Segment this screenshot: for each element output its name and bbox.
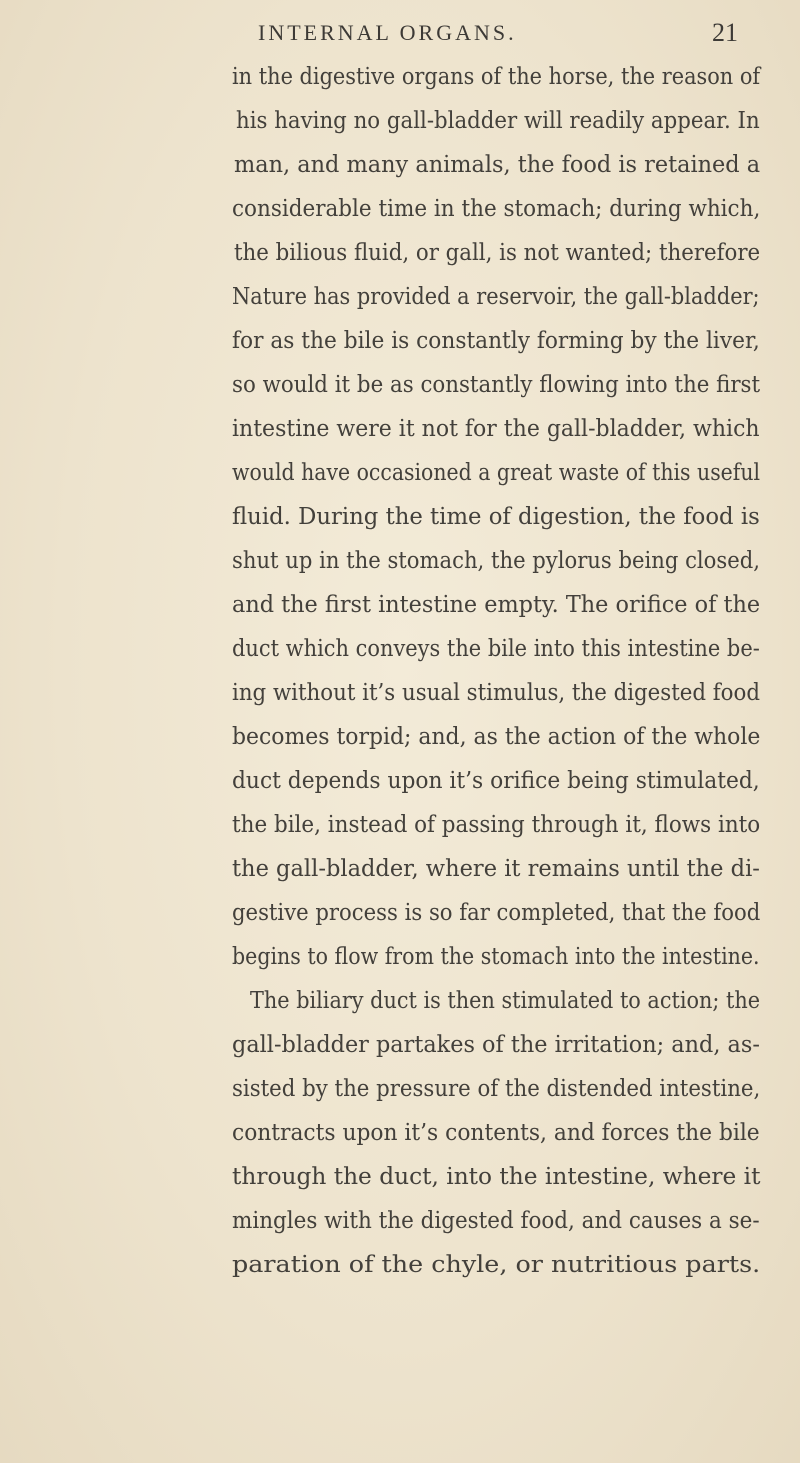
text-line: his having no gall-bladder will readily appear. In [236, 108, 760, 134]
page-header [0, 14, 800, 54]
text-line: intestine were it not for the gall-bladder, which [232, 416, 760, 442]
text-line: mingles with the digested food, and causes a se- [232, 1208, 760, 1234]
running-head: INTERNAL ORGANS. [258, 20, 517, 45]
text-line: so would it be as constantly flowing into the first [232, 372, 761, 398]
text-line: man, and many animals, the food is retained a [234, 152, 761, 178]
text-line: becomes torpid; and, as the action of the whole [232, 724, 761, 750]
text-line: the bile, instead of passing through it, flows into [232, 812, 761, 838]
text-line: fluid. During the time of digestion, the food is [232, 504, 760, 530]
page-number: 21 [712, 18, 738, 47]
text-line: sisted by the pressure of the distended intestine, [232, 1076, 761, 1102]
text-line: duct depends upon it’s orifice being stimulated, [232, 768, 760, 794]
text-line: gestive process is so far completed, that the food [232, 900, 761, 926]
text-line: paration of the chyle, or nutritious parts. [232, 1252, 761, 1278]
text-line: begins to flow from the stomach into the intestine. [232, 944, 760, 970]
text-line: gall-bladder partakes of the irritation; and, as- [232, 1032, 760, 1058]
text-line: ing without it’s usual stimulus, the digested food [232, 680, 760, 706]
text-line: the gall-bladder, where it remains until the di- [232, 856, 760, 882]
text-line: Nature has provided a reservoir, the gall-bladder; [232, 284, 760, 310]
text-line: through the duct, into the intestine, where it [232, 1164, 761, 1190]
text-line: the bilious fluid, or gall, is not wanted; therefore [234, 240, 761, 266]
text-line: considerable time in the stomach; during which, [232, 196, 761, 222]
text-line: The biliary duct is then stimulated to action; the [250, 988, 761, 1014]
text-line: and the first intestine empty. The orifice of the [232, 592, 761, 618]
text-line: in the digestive organs of the horse, the reason of [232, 64, 761, 90]
text-line: for as the bile is constantly forming by the liver, [232, 328, 760, 354]
text-line: contracts upon it’s contents, and forces the bile [232, 1120, 760, 1146]
text-line: shut up in the stomach, the pylorus being closed, [232, 548, 760, 574]
text-line: would have occasioned a great waste of this useful [232, 460, 761, 486]
text-line: duct which conveys the bile into this intestine be- [232, 636, 760, 662]
